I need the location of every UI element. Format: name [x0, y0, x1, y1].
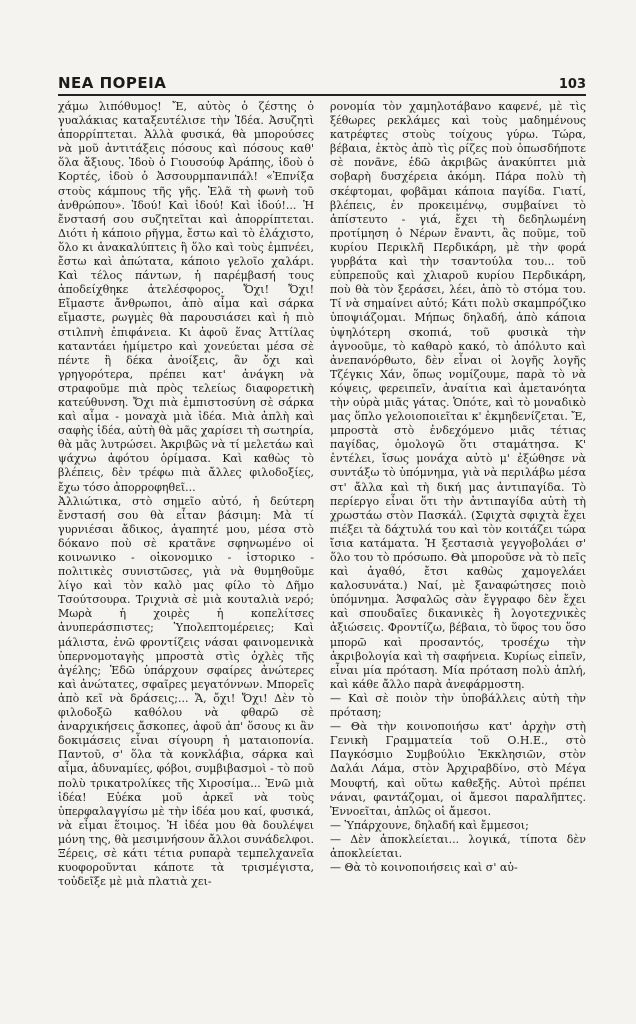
page-header	[58, 70, 586, 96]
paragraph: Ἀλλιώτικα, στὸ σημεῖο αὐτό, ἡ δεύτερη ἔνστασή σου θὰ εἶταν βάσιμη: Μὰ τί γυρνιέσαι ἄδικος, ἀγαπητέ μου, μέσα στὸ δόκανο ποὺ σὲ κρατᾶνε σφηνωμένο οἱ κοινωνικο - οἰκονομικο - ἱστορικο - πολιτικὲς συνιστῶσες, γιὰ νὰ θυμηθοῦμε λίγο καὶ τὸν καλὸ μας φίλο τὸ Δῆμο Τσούτσουρα. Τριχνιὰ σὲ μιὰ κουταλιὰ νερό; Μωρὰ ἡ χοιρὲς ἡ κοπελίτσες ἀνυπεράσπιστες; Ὑπολεπτομέρειες; Καὶ μάλιστα, ἐνῶ φροντίζεις νάσαι φαινομενικὰ ὑπερνομοταγὴς μπροστὰ στὶς ὀχλὲς τῆς ἀγέλης; Ἐδῶ ὑπάρχουν σφαίρες ἀνώτερες καὶ ἀνώτατες, σφαῖρες μεγατόννων. Μπορεῖς ἀπὸ κεῖ νὰ δράσεις;... Ἄ, ὄχι! Ὄχι! Δὲν τὸ φιλοδοξῶ καθόλου νὰ φθαρῶ σὲ ἀναρχικήσεις ἄσκοπες, ἀφοῦ ἀπ' ὅσους κι ἂν δοκιμάσεις εἶναι σίγουρη ἡ ματαιοπονία. Παντοῦ, σ' ὅλα τὰ κονκλάβια, σάρκα καὶ αἷμα, ἀδυναμίες, φόβοι, συμβιβασμοὶ - τὸ ποῦ πολὺ τρικατρολίκες τῆς Χιροσίμα... Ἐνῶ μιὰ ἰδέα! Εὐέκα μοῦ ἀρκεῖ νὰ τοὺς ὑπερφαλαγγίσω μὲ τὴν ἰδέα μου καί, φυσικά, νὰ εἶμαι ἕτοιμος. Ἡ ἰδέα μου θὰ δουλέψει μόνη της, θὰ μεσιμνήσουν ἄλλοι συνάδελφοι. Ξέρεις, σὲ κάτι τέτια ρυπαρὰ τεμπελχανεῖα κυοφοροῦνται κάποτε τὰ τρισμέγιστα, τοὐδεῖξε μὲ μιὰ πλατιὰ χει-	[58, 494, 314, 889]
running-title: ΝΕΑ ΠΟΡΕΙΑ	[58, 74, 167, 92]
page-number: 103	[558, 77, 586, 92]
dialogue-line: — Θὰ τὸ κοινοποιήσεις καὶ σ' αὐ-	[330, 861, 518, 875]
dialogue-line: — Ὑπάρχουνε, δηλαδή καὶ ἔμμεσοι;	[330, 818, 529, 832]
dialogue-line: — Καὶ σὲ ποιὸν τὴν ὑποβάλλεις αὐτὴ τὴν πρόταση;	[330, 691, 586, 720]
dialogue-line: — Θὰ τὴν κοινοποιήσω κατ' ἀρχὴν στὴ Γενικὴ Γραμματεία τοῦ Ο.Η.Ε., στὸ Παγκόσμιο Συμβούλιο Ἐκκλησιῶν, στὸν Δαλάι Λάμα, στὸν Ἀρχιραβδίνο, στὸ Μέγα Μουφτή, καὶ οὕτω καθεξῆς. Αὐτοὶ πρέπει νάναι, φαντάζομαι, οἱ ἄμεσοι παραλῆπτες. Ἐννοεῖται, ἀπλῶς οἱ ἄμεσοι.	[330, 720, 586, 818]
dialogue-line: — Δὲν ἀποκλείεται... λογικά, τίποτα δὲν ἀποκλείεται.	[330, 832, 586, 860]
left-column	[58, 100, 314, 1018]
paragraph: ρονομία τὸν χαμηλοτάβανο καφενέ, μὲ τὶς ξέθωρες ρεκλάμες καὶ τοὺς μαδημένους κατρέφτες στοὺς τοίχους γύρω. Τώρα, βέβαια, ἐκτὸς ἀπὸ τὶς ρίζες ποὺ ὁπωσδήποτε σὲ πονᾶνε, ἐδῶ ἀκριβῶς ἀνακύπτει μιὰ σοβαρὴ δυσχέρεια ἀκόμη. Πάρα πολὺ τὴ σκέφτομαι, φοβᾶμαι κάποια παγίδα. Γιατί, βλέπεις, ἐν προκειμένῳ, συμβαίνει τὸ ἀπίστευτο - γιά, ἔχει τὴ δεδηλωμένη προτίμηση ὁ Νέρων ἔναντι, ἂς ποῦμε, τοῦ κυρίου Περικλῆ Περδικάρη, μὲ τὴν φορά γυρβάτα καὶ τὴν τσαντούλα του... τοῦ εὐπρεποῦς καὶ χλιαροῦ κυρίου Περδικάρη, ποὺ θὰ τὸν ξεράσει, λέει, ἀπὸ τὸ στόμα του. Τί νὰ σημαίνει αὐτό; Κάτι πολὺ σκαμπρόζικο ὑποψιάζομαι. Μήπως δηλαδή, ἀπὸ κάποια ὑψηλότερη σκοπιά, τοῦ φυσικὰ τὴν ἀγνοοῦμε, τὸ καθαρὸ κακό, τὸ ἀπόλυτο καὶ ἀνεπανόρθωτο, δὲν εἶναι οἱ λογῆς λογῆς Τζέγκις Χάν, ὅπως νομίζουμε, παρὰ τὸ νὰ κόψεις, φερειπεῖν, ἀναίτια καὶ ἀμετανόητα τὴν οὐρὰ μιᾶς γάτας. Ὁπότε, καὶ τὸ μοναδικὸ μας ὅπλο γελοιοποιεῖται κ' ἐκμηδενίζεται. Ἔ, μπροστὰ στὸ ἐνδεχόμενο μιᾶς τέτιας παγίδας, ὁμολογῶ ὅτι σταμάτησα. Κ' ἐντέλει, ἴσως μονάχα αὐτὸ μ' ἐξώθησε νὰ συντάξω τὸ ὑπόμνημα, γιὰ νὰ περιλάβω μέσα στ' ἄλλα καὶ τὴ δική μας ἀντιπαγίδα. Τὸ περίεργο εἶναι ὅτι τὴν ἀντιπαγίδα αὐτὴ τὴ χρωστάω στὸν Πασκάλ. (Σφιχτὰ σφιχτὰ ἔχει πιέξει τὰ δάχτυλά του καὶ τὸν κοιτάζει τώρα ἴσια κατάματα. Ἡ ξεστασιὰ γεγγοβολάει σ' ὅλο του τὸ πρόσωπο. Θὰ μποροῦσε νὰ τὸ πεῖς καὶ ἀγαθό, ἔτσι καθὼς χαμογελάει καλοσυνάτα.) Ναί, μὲ ξαναφώτησες ποιὸ ὑπόμνημα. Ἀσφαλῶς σὰν ἔγγραφο δὲν ἔχει καὶ σπουδαῖες δικανικὲς ἢ λογοτεχνικὲς ἀξιώσεις. Φροντίζω, βέβαια, τὸ ὕφος του ὅσο μπορῶ καὶ προσαντός, τροσέχω τὴν ἀκριβολογία καὶ τὴ σαφήνεια. Κυρίως εἰπεῖν, εἶναι μία πρόταση. Μία πρόταση πολὺ ἁπλή, καὶ κάθε ἄλλο παρὰ ἀνεφάρμοστη.	[330, 100, 586, 691]
right-column	[330, 100, 586, 1018]
text-columns	[58, 100, 586, 1018]
paragraph: χάμω λιπόθυμος! Ἔ, αὐτὸς ὁ ζέστης ὁ γυαλάκιας καταξευτέλισε τὴν Ἰδέα. Ἀσυζητὶ ἀπορρίπτεται. Ἀλλὰ φυσικά, θὰ μπορούσες νὰ μοῦ ἀντιτάξεις πόσους καὶ πόσους καθ' ὅλα ἄξιους. Ἰδοὺ ὁ Γιουσούφ Ἀράπης, ἰδοὺ ὁ Κορτές, ἰδοὺ ὁ Ἀσσουρμπανιπάλ! «Ἐπνίξα στοὺς κάμπους τῆς γῆς. Ἐλᾶ τὴ φωνὴ τοῦ ἀνθρώπου». Ἰδού! Καὶ ἰδού! Καὶ ἰδού!... Ἡ ἔνστασή σου συζητεῖται καὶ ἀπορρίπτεται. Διότι ἡ κάποιο ρῆγμα, ἔστω καὶ τὸ ἐλάχιστο, ὅλο κι ἀνακαλύπτεις ἢ ὅλο καὶ τοὺς ἐμπνέει, ἔστω καὶ ἀπώτατα, κάποιο γελοῖο χαλάρι. Καὶ τέλος πάντων, ἡ παρέμβασή τους ἀποδείχθηκε ἀτελέσφορος. Ὄχι! Ὄχι! Εἴμαστε ἄνθρωποι, ἀπὸ αἷμα καὶ σάρκα εἴμαστε, ρωγμὲς θὰ παρουσιάσει καὶ ἡ πιὸ στιλπνὴ ἐπιφάνεια. Κι ἀφοῦ ἕνας Ἀττίλας καταντάει ἡμίμετρο καὶ χονεύεται μέσα σὲ πέντε ἢ δέκα ἀνοίξεις, ἂν ὄχι καὶ γρηγορότερα, πρέπει κατ' ἀνάγκη νὰ στραφοῦμε πιὰ πρὸς τελείως διαφορετικὴ κατεύθυνση. Ὄχι πιὰ ἐμπιστοσύνη σὲ σάρκα καὶ αἷμα - μοναχὰ μιὰ ἰδέα. Μιὰ ἁπλὴ καὶ σαφὴς ἰδέα, αὐτὴ θὰ μᾶς χαρίσει τὴ σωτηρία, θὰ μᾶς λυτρώσει. Ἀκριβῶς νὰ τί μελετάω καὶ ψάχνω ἀφότου ὁρίμασα. Καὶ καθὼς τὸ βλέπεις, δὲν τρέφω πιὰ ἄλλες φιλοδοξίες, ἔχω τόσο ἀπορροφηθεῖ...	[58, 100, 314, 494]
